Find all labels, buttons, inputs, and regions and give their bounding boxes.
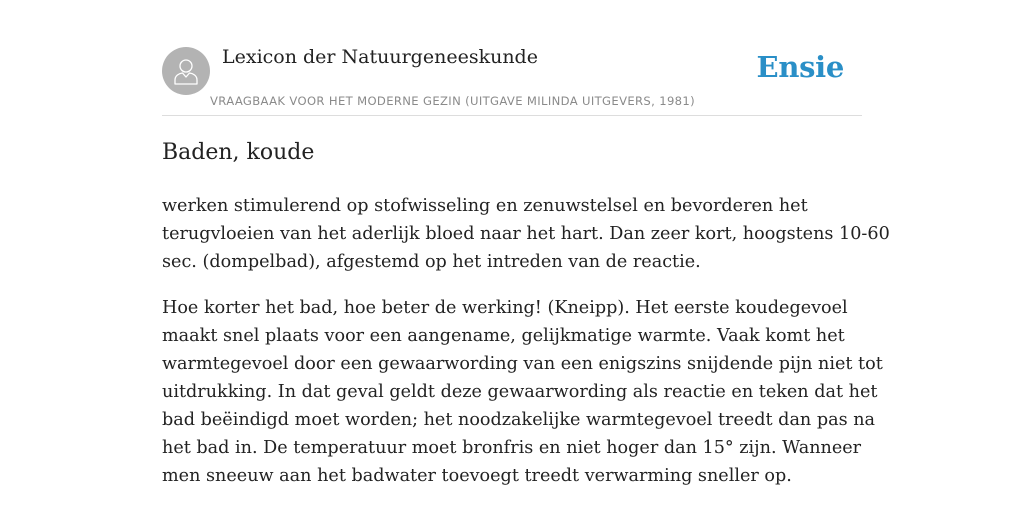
text-line: sec. (dompelbad), afgestemd op het intreden van de reactie. — [162, 252, 701, 272]
text-line: warmtegevoel door een gewaarwording van een enigszins snijdende pijn niet tot — [162, 354, 883, 374]
user-icon-graphic — [173, 57, 199, 85]
entry-body — [162, 192, 890, 508]
text-line: maakt snel plaats voor een aangename, gelijkmatige warmte. Vaak komt het — [162, 326, 845, 346]
source-label: VRAAGBAAK VOOR HET MODERNE GEZIN (UITGAVE MILINDA UITGEVERS, 1981) — [210, 94, 695, 108]
entry-title: Baden, koude — [162, 140, 315, 165]
paragraph-2 — [162, 294, 883, 490]
text-line: bad beëindigd moet worden; het noodzakelijke warmtegevoel treedt dan pas na — [162, 410, 876, 430]
user-icon — [162, 47, 210, 95]
book-title-link[interactable]: Lexicon der Natuurgeneeskunde — [222, 46, 538, 68]
text-line: Hoe korter het bad, hoe beter de werking! (Kneipp). Het eerste koudegevoel — [162, 298, 848, 318]
paragraph-1 — [162, 192, 890, 276]
text-line: uitdrukking. In dat geval geldt deze gewaarwording als reactie en teken dat het — [162, 382, 878, 402]
header-divider — [162, 115, 862, 116]
text-line: werken stimulerend op stofwisseling en zenuwstelsel en bevorderen het — [162, 196, 808, 216]
text-line: men sneeuw aan het badwater toevoegt treedt verwarming sneller op. — [162, 466, 792, 486]
text-line: het bad in. De temperatuur moet bronfris en niet hoger dan 15° zijn. Wanneer — [162, 438, 862, 458]
text-line: terugvloeien van het aderlijk bloed naar het hart. Dan zeer kort, hoogstens 10-60 — [162, 224, 890, 244]
ensie-logo[interactable]: Ensie — [756, 50, 844, 84]
